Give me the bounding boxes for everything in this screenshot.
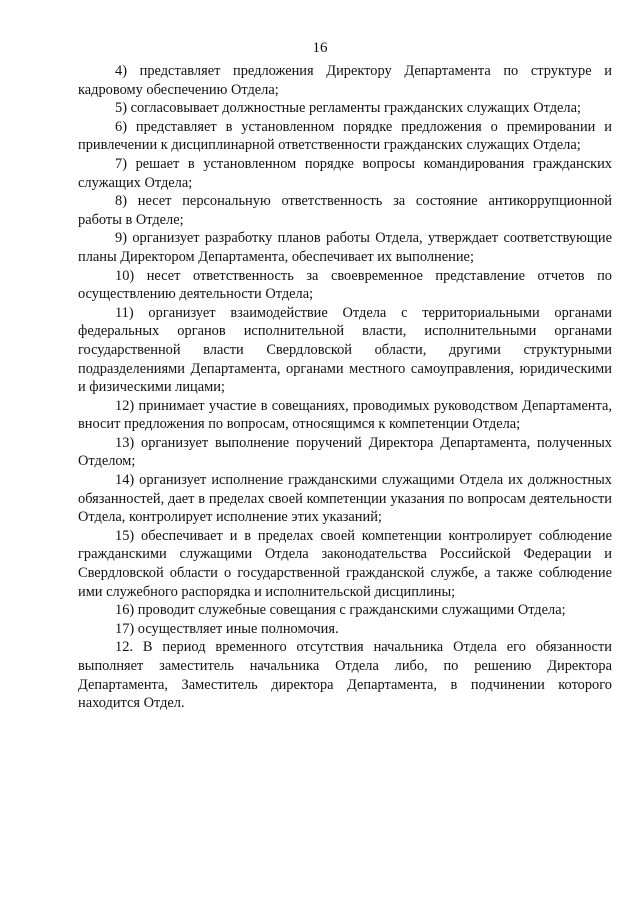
paragraph-item-4: 4) представляет предложения Директору Департамента по структуре и кадровому обеспечению Отдела; bbox=[78, 63, 612, 98]
paragraph-item-16: 16) проводит служебные совещания с гражданскими служащими Отдела; bbox=[115, 602, 566, 619]
paragraph-item-6: 6) представляет в установленном порядке предложения о премировании и привлечении к дисциплинарной ответственности гражданских служащих Отдела; bbox=[78, 118, 612, 154]
paragraph-item-12: 12) принимает участие в совещаниях, проводимых руководством Департамента, вносит предложения по вопросам, относящимся к компетенции Отдела; bbox=[78, 397, 612, 433]
paragraph-item-15: 15) обеспечивает и в пределах своей компетенции контролирует соблюдение гражданскими служащими Отдела законодательства Российской Федерации и Свердловской области о государственной гражданской службе, а также соблюдение ими служебного распорядка и исполнительской дисциплины; bbox=[78, 527, 612, 600]
paragraph-item-11: 11) организует взаимодействие Отдела с территориальными органами федеральных органов исполнительной власти, исполнительными органами государственной власти Свердловской области, другими структурными подразделениями Департамента, органами местного самоуправления, юридическими и физическими лицами; bbox=[78, 304, 612, 396]
page-number: 16 bbox=[312, 40, 328, 56]
paragraph-item-13: 13) организует выполнение поручений Директора Департамента, полученных Отделом; bbox=[78, 434, 612, 470]
paragraph-item-9: 9) организует разработку планов работы Отдела, утверждает соответствующие планы Директором Департамента, обеспечивает их выполнение; bbox=[78, 230, 612, 265]
paragraph-section-12: 12. В период временного отсутствия начальника Отдела его обязанности выполняет заместитель начальника Отдела либо, по решению Директора Департамента, Заместитель директора Департамента, в подчинении которого находится Отдел. bbox=[78, 639, 612, 712]
paragraph-item-5: 5) согласовывает должностные регламенты гражданских служащих Отдела; bbox=[115, 100, 581, 117]
paragraph-item-17: 17) осуществляет иные полномочия. bbox=[115, 620, 339, 637]
paragraph-item-8: 8) несет персональную ответственность за состояние антикоррупционной работы в Отделе; bbox=[78, 193, 612, 228]
paragraph-item-14: 14) организует исполнение гражданскими служащими Отдела их должностных обязанностей, дает в пределах своей компетенции указания по вопросам деятельности Отдела, контролирует исполнение этих указаний; bbox=[78, 472, 612, 526]
document-body bbox=[78, 62, 612, 713]
paragraph-item-10: 10) несет ответственность за своевременное представление отчетов по осуществлению деятельности Отдела; bbox=[78, 267, 612, 303]
paragraph-item-7: 7) решает в установленном порядке вопросы командирования гражданских служащих Отдела; bbox=[78, 155, 612, 191]
